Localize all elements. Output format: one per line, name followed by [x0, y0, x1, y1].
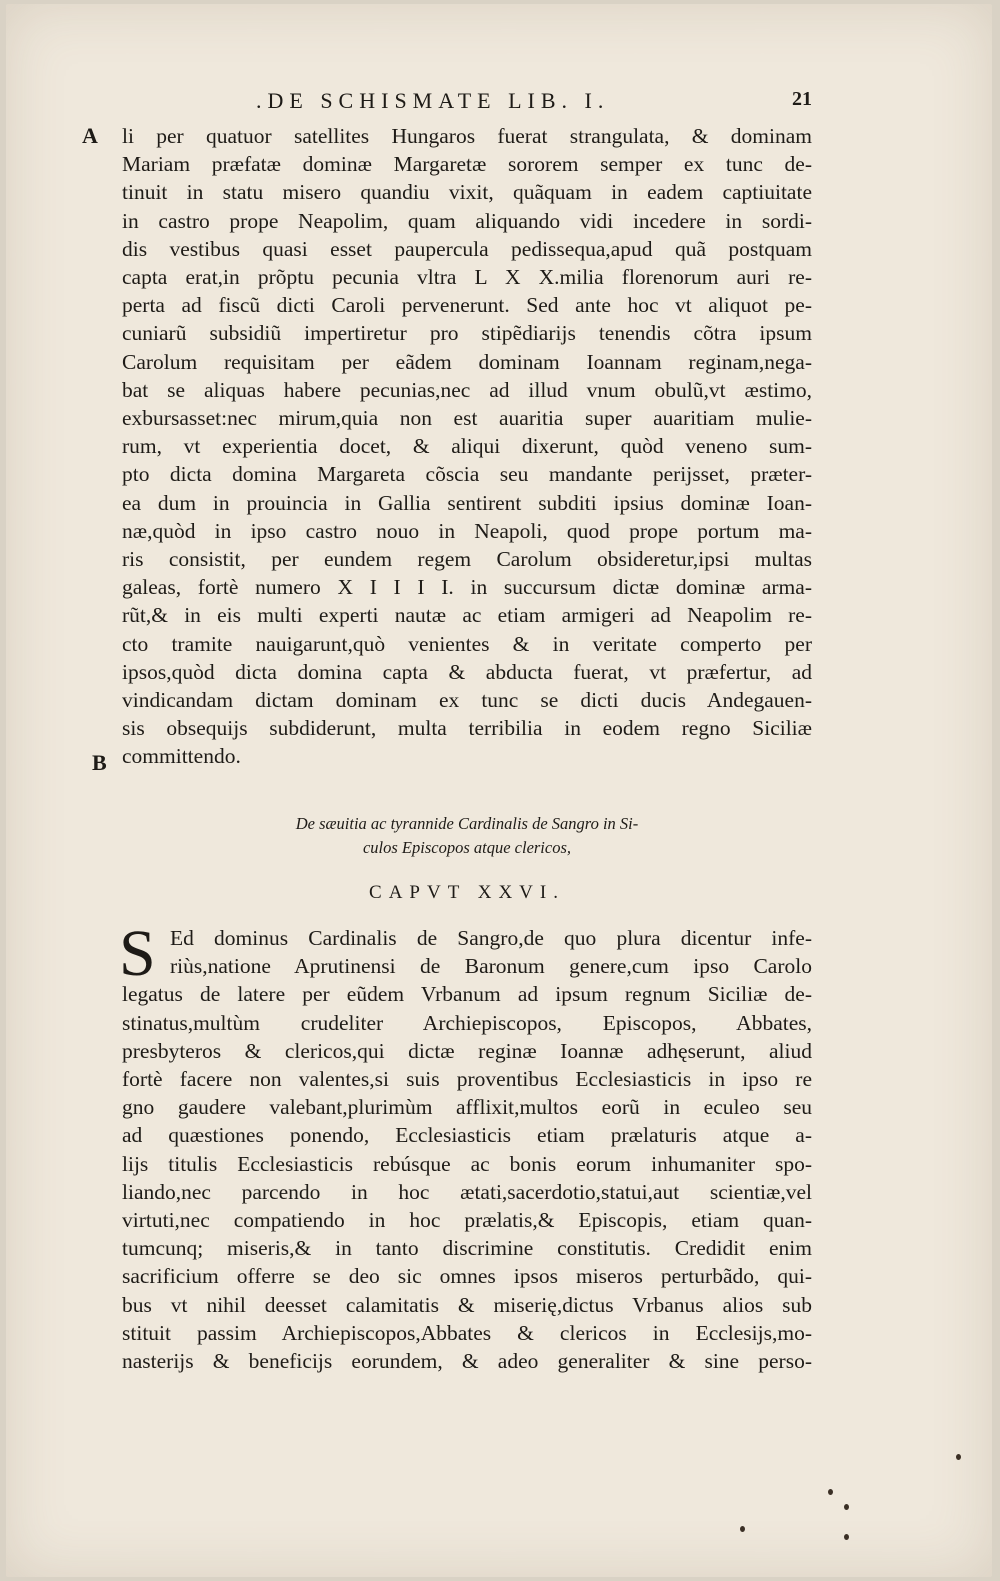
- ink-speck: [844, 1504, 849, 1510]
- chapter-line: lijs titulis Ecclesiasticis rebúsque ac bonis eorum inhumaniter spo-: [122, 1151, 812, 1176]
- body-line: Carolum requisitam per eãdem dominam Ioannam reginam,nega-: [122, 349, 812, 374]
- ink-speck: [828, 1489, 833, 1495]
- body-line: vindicandam dictam dominam ex tunc se dicti ducis Andegauen-: [122, 688, 812, 713]
- page-number: 21: [792, 88, 812, 110]
- chapter-line: fortè facere non valentes,si suis proventibus Ecclesiasticis in ipso re: [122, 1067, 812, 1092]
- ink-speck: [844, 1534, 849, 1540]
- book-page: [6, 4, 992, 1577]
- body-line: næ,quòd in ipso castro nouo in Neapoli, quod prope portum ma-: [122, 518, 812, 543]
- body-line: tinuit in statu misero quandiu vixit, quãquam in eadem captiuitate: [122, 180, 812, 205]
- body-line: ea dum in prouincia in Gallia sentirent subditi ipsius dominæ Ioan-: [122, 490, 812, 515]
- margin-letter-b: B: [92, 750, 107, 775]
- body-line: galeas, fortè numero X I I I I. in succursum dictæ dominæ arma-: [122, 575, 812, 600]
- body-line: cto tramite nauigarunt,quò venientes & in veritate comperto per: [122, 631, 812, 656]
- body-line: perta ad fiscũ dicti Caroli pervenerunt. Sed ante hoc vt aliquot pe-: [122, 293, 812, 318]
- body-line: capta erat,in prõptu pecunia vltra L X X.milia florenorum auri re-: [122, 265, 812, 290]
- chapter-line: tumcunq; miseris,& in tanto discrimine constitutis. Credidit enim: [122, 1236, 812, 1261]
- ink-speck: [740, 1526, 745, 1532]
- drop-cap: S: [119, 917, 156, 990]
- chapter-title-line-2: culos Episcopos atque clericos,: [362, 838, 572, 857]
- chapter-line: stituit passim Archiepiscopos,Abbates & clericos in Ecclesijs,mo-: [122, 1320, 812, 1345]
- chapter-line: legatus de latere per eũdem Vrbanum ad ipsum regnum Siciliæ de-: [122, 982, 812, 1007]
- body-line: in castro prope Neapolim, quam aliquando vidi incedere in sordi-: [122, 208, 812, 233]
- chapter-line: riùs,natione Aprutinensi de Baronum genere,cum ipso Carolo: [170, 954, 812, 979]
- chapter-line: virtuti,nec compatiendo in hoc prælatis,& Episcopis, etiam quan-: [122, 1208, 812, 1233]
- body-line: sis obsequijs subdiderunt, multa terribilia in eodem regno Siciliæ: [122, 716, 812, 741]
- body-line: committendo.: [122, 744, 241, 769]
- body-line: Mariam præfatæ dominæ Margaretæ sororem semper ex tunc de-: [122, 152, 812, 177]
- running-title: .DE SCHISMATE LIB. I.: [256, 88, 610, 113]
- chapter-line: presbyteros & clericos,qui dictæ reginæ Ioannæ adhęserunt, aliud: [122, 1038, 812, 1063]
- body-line: rum, vt experientia docet, & aliqui dixerunt, quòd veneno sum-: [122, 434, 812, 459]
- chapter-body-text: [122, 924, 812, 1375]
- chapter-line: gno gaudere valebant,plurimùm afflixit,multos eorũ in eculeo seu: [122, 1095, 812, 1120]
- chapter-line: sacrificium offerre se deo sic omnes ipsos miseros perturbãdo, qui-: [122, 1264, 812, 1289]
- chapter-line: nasterijs & beneficijs eorundem, & adeo generaliter & sine perso-: [122, 1349, 812, 1374]
- body-line: exbursasset:nec mirum,quia non est auaritia super auaritiam mulie-: [122, 406, 812, 431]
- ink-speck: [956, 1454, 961, 1460]
- chapter-line: liando,nec parcendo in hoc ætati,sacerdotio,statui,aut scientiæ,vel: [122, 1179, 812, 1204]
- body-line: li per quatuor satellites Hungaros fuerat strangulata, & dominam: [122, 124, 812, 148]
- body-line: ipsos,quòd dicta domina capta & abducta fuerat, vt præfertur, ad: [122, 659, 812, 684]
- chapter-line: stinatus,multùm crudeliter Archiepiscopos, Episcopos, Abbates,: [122, 1010, 812, 1035]
- body-line: rũt,& in eis multi experti nautæ ac etiam armigeri ad Neapolim re-: [122, 603, 812, 628]
- body-line: dis vestibus quasi esset paupercula pedissequa,apud quã postquam: [122, 236, 812, 261]
- body-line: ris consistit, per eundem regem Carolum obsideretur,ipsi multas: [122, 547, 812, 572]
- chapter-line: bus vt nihil deesset calamitatis & miserię,dictus Vrbanus alios sub: [122, 1292, 812, 1317]
- body-line: bat se aliquas habere pecunias,nec ad illud vnum obulũ,vt æstimo,: [122, 377, 812, 402]
- chapter-line: ad quæstiones ponendo, Ecclesiasticis etiam prælaturis atque a-: [122, 1123, 812, 1148]
- body-text: [122, 122, 812, 771]
- body-line: pto dicta domina Margareta cõscia seu mandante perijsset, præter-: [122, 462, 812, 487]
- body-line: cuniarũ subsidiũ impertiretur pro stipẽdiarijs tenendis cõtra ipsum: [122, 321, 812, 346]
- chapter-label: CAPVT XXVI.: [369, 882, 565, 903]
- margin-letter-a: A: [82, 123, 98, 148]
- chapter-title-line-1: De sæuitia ac tyrannide Cardinalis de Sangro in Si-: [295, 814, 639, 833]
- chapter-line: Ed dominus Cardinalis de Sangro,de quo plura dicentur infe-: [170, 926, 812, 950]
